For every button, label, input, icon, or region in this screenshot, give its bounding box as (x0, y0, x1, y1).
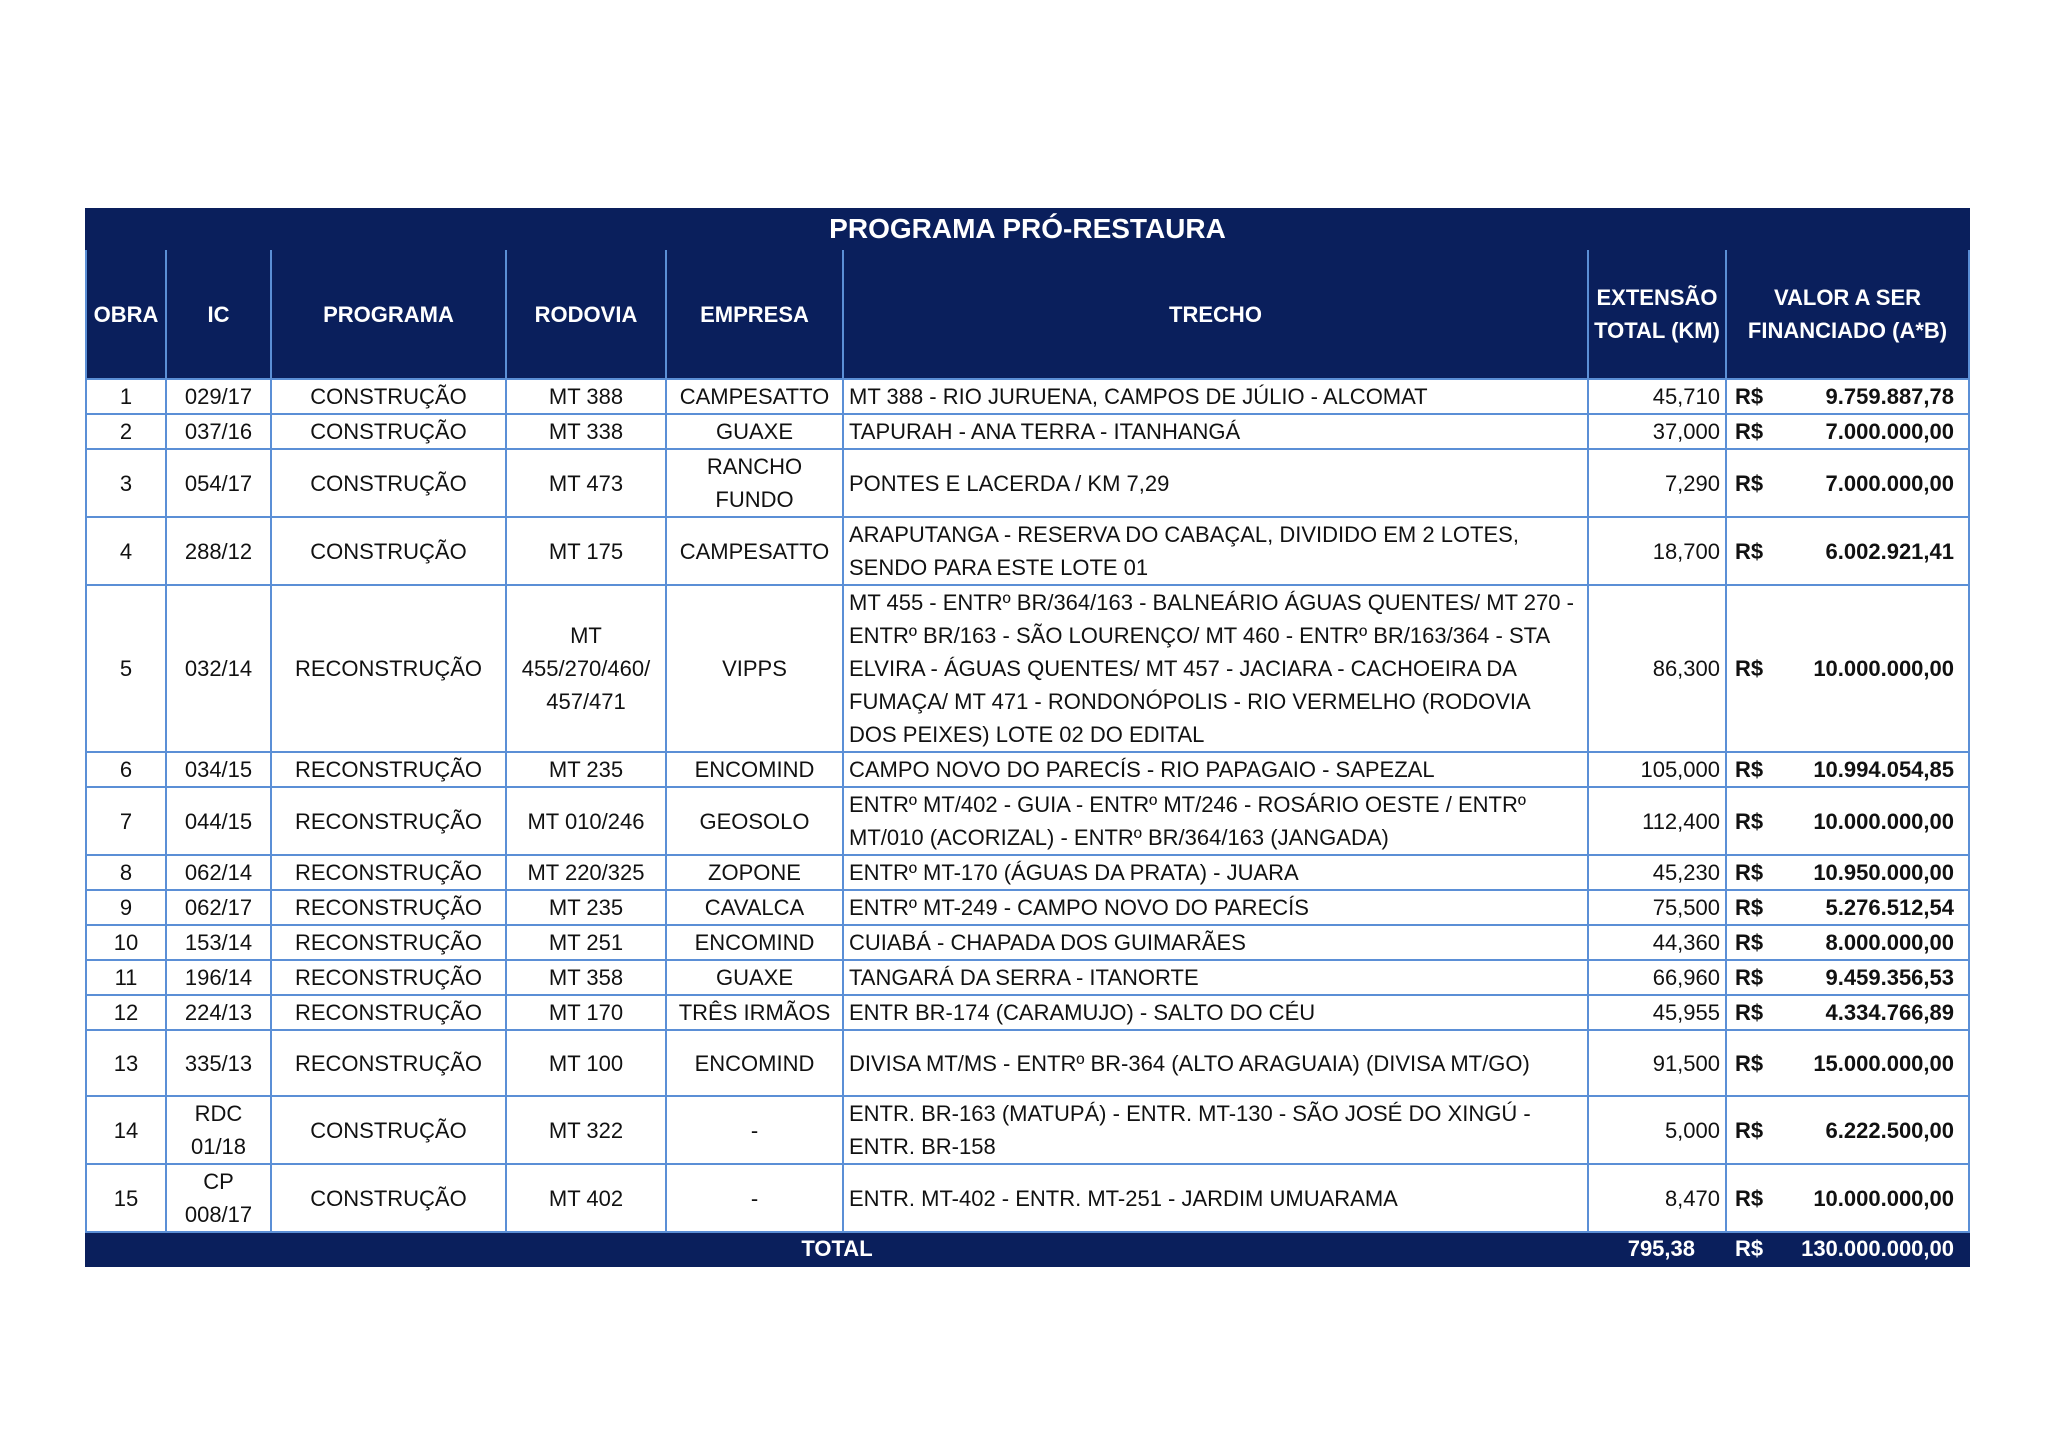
header-programa: PROGRAMA (271, 249, 506, 379)
cell-currency: R$ (1726, 585, 1786, 752)
cell-empresa: GUAXE (666, 960, 843, 995)
header-row (86, 249, 1969, 379)
cell-valor: 5.276.512,54 (1786, 890, 1969, 925)
cell-rodovia: MT 455/270/460/ 457/471 (506, 585, 666, 752)
total-valor: 130.000.000,00 (1786, 1232, 1969, 1266)
cell-trecho: ENTR. BR-163 (MATUPÁ) - ENTR. MT-130 - SÃO JOSÉ DO XINGÚ - ENTR. BR-158 (843, 1096, 1588, 1164)
cell-extensao: 8,470 (1588, 1164, 1726, 1232)
cell-extensao: 5,000 (1588, 1096, 1726, 1164)
cell-obra: 7 (86, 787, 166, 855)
cell-extensao: 44,360 (1588, 925, 1726, 960)
cell-empresa: ENCOMIND (666, 1030, 843, 1096)
cell-extensao: 91,500 (1588, 1030, 1726, 1096)
cell-obra: 14 (86, 1096, 166, 1164)
table-body (86, 379, 1969, 1266)
cell-currency: R$ (1726, 1030, 1786, 1096)
cell-extensao: 45,955 (1588, 995, 1726, 1030)
header-extensao: EXTENSÃO TOTAL (KM) (1588, 249, 1726, 379)
cell-ic: RDC 01/18 (166, 1096, 271, 1164)
cell-obra: 2 (86, 414, 166, 449)
cell-empresa: RANCHO FUNDO (666, 449, 843, 517)
cell-rodovia: MT 010/246 (506, 787, 666, 855)
cell-trecho: ENTRº MT/402 - GUIA - ENTRº MT/246 - ROSÁRIO OESTE / ENTRº MT/010 (ACORIZAL) - ENTRº BR/364/163 (JANGADA) (843, 787, 1588, 855)
cell-ic: 335/13 (166, 1030, 271, 1096)
cell-programa: RECONSTRUÇÃO (271, 925, 506, 960)
cell-currency: R$ (1726, 449, 1786, 517)
cell-obra: 6 (86, 752, 166, 787)
cell-extensao: 7,290 (1588, 449, 1726, 517)
cell-ic: 062/14 (166, 855, 271, 890)
cell-trecho: CAMPO NOVO DO PARECÍS - RIO PAPAGAIO - SAPEZAL (843, 752, 1588, 787)
cell-ic: 037/16 (166, 414, 271, 449)
cell-obra: 10 (86, 925, 166, 960)
cell-rodovia: MT 235 (506, 890, 666, 925)
cell-valor: 7.000.000,00 (1786, 449, 1969, 517)
cell-empresa: - (666, 1096, 843, 1164)
cell-currency: R$ (1726, 995, 1786, 1030)
cell-programa: RECONSTRUÇÃO (271, 995, 506, 1030)
cell-empresa: CAMPESATTO (666, 379, 843, 414)
table-row (86, 1030, 1969, 1096)
cell-trecho: PONTES E LACERDA / KM 7,29 (843, 449, 1588, 517)
cell-rodovia: MT 338 (506, 414, 666, 449)
cell-trecho: DIVISA MT/MS - ENTRº BR-364 (ALTO ARAGUAIA) (DIVISA MT/GO) (843, 1030, 1588, 1096)
cell-ic: 054/17 (166, 449, 271, 517)
cell-empresa: GUAXE (666, 414, 843, 449)
cell-rodovia: MT 251 (506, 925, 666, 960)
cell-ic: 044/15 (166, 787, 271, 855)
cell-trecho: TANGARÁ DA SERRA - ITANORTE (843, 960, 1588, 995)
cell-trecho: MT 455 - ENTRº BR/364/163 - BALNEÁRIO ÁGUAS QUENTES/ MT 270 - ENTRº BR/163 - SÃO LOURENÇO/ MT 460 - ENTRº BR/163/364 - STA ELVIRA - ÁGUAS QUENTES/ MT 457 - JACIARA - CACHOEIRA DA FUMAÇA/ MT 471 - RONDONÓPOLIS - RIO VERMELHO (RODOVIA DOS PEIXES) LOTE 02 DO EDITAL (843, 585, 1588, 752)
cell-obra: 1 (86, 379, 166, 414)
cell-valor: 7.000.000,00 (1786, 414, 1969, 449)
cell-programa: CONSTRUÇÃO (271, 1164, 506, 1232)
cell-valor: 10.000.000,00 (1786, 585, 1969, 752)
cell-extensao: 37,000 (1588, 414, 1726, 449)
cell-valor: 10.950.000,00 (1786, 855, 1969, 890)
table-row (86, 890, 1969, 925)
cell-trecho: ENTRº MT-249 - CAMPO NOVO DO PARECÍS (843, 890, 1588, 925)
cell-empresa: VIPPS (666, 585, 843, 752)
cell-trecho: ENTR. MT-402 - ENTR. MT-251 - JARDIM UMUARAMA (843, 1164, 1588, 1232)
cell-ic: 062/17 (166, 890, 271, 925)
cell-valor: 10.994.054,85 (1786, 752, 1969, 787)
cell-programa: CONSTRUÇÃO (271, 1096, 506, 1164)
cell-extensao: 105,000 (1588, 752, 1726, 787)
cell-ic: 029/17 (166, 379, 271, 414)
cell-currency: R$ (1726, 960, 1786, 995)
cell-ic: 224/13 (166, 995, 271, 1030)
cell-rodovia: MT 170 (506, 995, 666, 1030)
cell-currency: R$ (1726, 787, 1786, 855)
cell-trecho: MT 388 - RIO JURUENA, CAMPOS DE JÚLIO - ALCOMAT (843, 379, 1588, 414)
cell-rodovia: MT 473 (506, 449, 666, 517)
cell-extensao: 86,300 (1588, 585, 1726, 752)
cell-rodovia: MT 235 (506, 752, 666, 787)
cell-obra: 5 (86, 585, 166, 752)
cell-currency: R$ (1726, 1164, 1786, 1232)
cell-ic: CP 008/17 (166, 1164, 271, 1232)
cell-extensao: 75,500 (1588, 890, 1726, 925)
cell-currency: R$ (1726, 855, 1786, 890)
cell-programa: RECONSTRUÇÃO (271, 960, 506, 995)
table-row (86, 855, 1969, 890)
total-label: TOTAL (86, 1232, 1588, 1266)
cell-programa: CONSTRUÇÃO (271, 414, 506, 449)
table-row (86, 752, 1969, 787)
cell-valor: 15.000.000,00 (1786, 1030, 1969, 1096)
cell-empresa: ENCOMIND (666, 752, 843, 787)
cell-currency: R$ (1726, 414, 1786, 449)
cell-programa: RECONSTRUÇÃO (271, 1030, 506, 1096)
cell-empresa: - (666, 1164, 843, 1232)
cell-ic: 032/14 (166, 585, 271, 752)
cell-obra: 13 (86, 1030, 166, 1096)
cell-obra: 8 (86, 855, 166, 890)
header-ic: IC (166, 249, 271, 379)
cell-empresa: CAMPESATTO (666, 517, 843, 585)
cell-trecho: TAPURAH - ANA TERRA - ITANHANGÁ (843, 414, 1588, 449)
table-row (86, 787, 1969, 855)
header-trecho: TRECHO (843, 249, 1588, 379)
cell-empresa: ZOPONE (666, 855, 843, 890)
cell-ic: 288/12 (166, 517, 271, 585)
cell-valor: 6.002.921,41 (1786, 517, 1969, 585)
cell-rodovia: MT 388 (506, 379, 666, 414)
table-row (86, 379, 1969, 414)
cell-ic: 196/14 (166, 960, 271, 995)
header-rodovia: RODOVIA (506, 249, 666, 379)
cell-valor: 6.222.500,00 (1786, 1096, 1969, 1164)
cell-rodovia: MT 100 (506, 1030, 666, 1096)
cell-empresa: GEOSOLO (666, 787, 843, 855)
cell-obra: 12 (86, 995, 166, 1030)
cell-valor: 9.759.887,78 (1786, 379, 1969, 414)
cell-extensao: 45,710 (1588, 379, 1726, 414)
cell-extensao: 112,400 (1588, 787, 1726, 855)
cell-currency: R$ (1726, 517, 1786, 585)
cell-programa: RECONSTRUÇÃO (271, 787, 506, 855)
cell-rodovia: MT 322 (506, 1096, 666, 1164)
cell-valor: 9.459.356,53 (1786, 960, 1969, 995)
cell-obra: 11 (86, 960, 166, 995)
cell-empresa: ENCOMIND (666, 925, 843, 960)
cell-valor: 8.000.000,00 (1786, 925, 1969, 960)
header-obra: OBRA (86, 249, 166, 379)
cell-rodovia: MT 220/325 (506, 855, 666, 890)
cell-trecho: CUIABÁ - CHAPADA DOS GUIMARÃES (843, 925, 1588, 960)
cell-programa: RECONSTRUÇÃO (271, 890, 506, 925)
table-row (86, 995, 1969, 1030)
cell-programa: CONSTRUÇÃO (271, 517, 506, 585)
table-row (86, 1096, 1969, 1164)
cell-ic: 034/15 (166, 752, 271, 787)
table-row (86, 925, 1969, 960)
table-row (86, 585, 1969, 752)
header-empresa: EMPRESA (666, 249, 843, 379)
cell-currency: R$ (1726, 890, 1786, 925)
cell-currency: R$ (1726, 752, 1786, 787)
cell-programa: RECONSTRUÇÃO (271, 855, 506, 890)
cell-rodovia: MT 358 (506, 960, 666, 995)
cell-ic: 153/14 (166, 925, 271, 960)
cell-programa: RECONSTRUÇÃO (271, 585, 506, 752)
cell-rodovia: MT 402 (506, 1164, 666, 1232)
cell-trecho: ENTRº MT-170 (ÁGUAS DA PRATA) - JUARA (843, 855, 1588, 890)
cell-programa: RECONSTRUÇÃO (271, 752, 506, 787)
table-title: PROGRAMA PRÓ-RESTAURA (86, 209, 1969, 249)
cell-obra: 3 (86, 449, 166, 517)
cell-extensao: 66,960 (1588, 960, 1726, 995)
table-row (86, 449, 1969, 517)
cell-extensao: 18,700 (1588, 517, 1726, 585)
cell-currency: R$ (1726, 379, 1786, 414)
cell-extensao: 45,230 (1588, 855, 1726, 890)
cell-obra: 4 (86, 517, 166, 585)
cell-obra: 15 (86, 1164, 166, 1232)
cell-empresa: CAVALCA (666, 890, 843, 925)
banner-row (86, 209, 1969, 249)
cell-valor: 10.000.000,00 (1786, 1164, 1969, 1232)
total-extensao: 795,38 (1588, 1232, 1726, 1266)
cell-currency: R$ (1726, 1096, 1786, 1164)
table-row (86, 517, 1969, 585)
cell-empresa: TRÊS IRMÃOS (666, 995, 843, 1030)
header-valor: VALOR A SER FINANCIADO (A*B) (1726, 249, 1969, 379)
cell-programa: CONSTRUÇÃO (271, 379, 506, 414)
table-row (86, 960, 1969, 995)
data-table (85, 208, 1970, 1267)
table-row (86, 1164, 1969, 1232)
table-row (86, 414, 1969, 449)
cell-valor: 4.334.766,89 (1786, 995, 1969, 1030)
cell-trecho: ENTR BR-174 (CARAMUJO) - SALTO DO CÉU (843, 995, 1588, 1030)
cell-rodovia: MT 175 (506, 517, 666, 585)
cell-programa: CONSTRUÇÃO (271, 449, 506, 517)
total-currency: R$ (1726, 1232, 1786, 1266)
cell-trecho: ARAPUTANGA - RESERVA DO CABAÇAL, DIVIDIDO EM 2 LOTES, SENDO PARA ESTE LOTE 01 (843, 517, 1588, 585)
cell-valor: 10.000.000,00 (1786, 787, 1969, 855)
cell-obra: 9 (86, 890, 166, 925)
total-row (86, 1232, 1969, 1266)
cell-currency: R$ (1726, 925, 1786, 960)
programa-pro-restaura-table (85, 208, 1968, 1267)
